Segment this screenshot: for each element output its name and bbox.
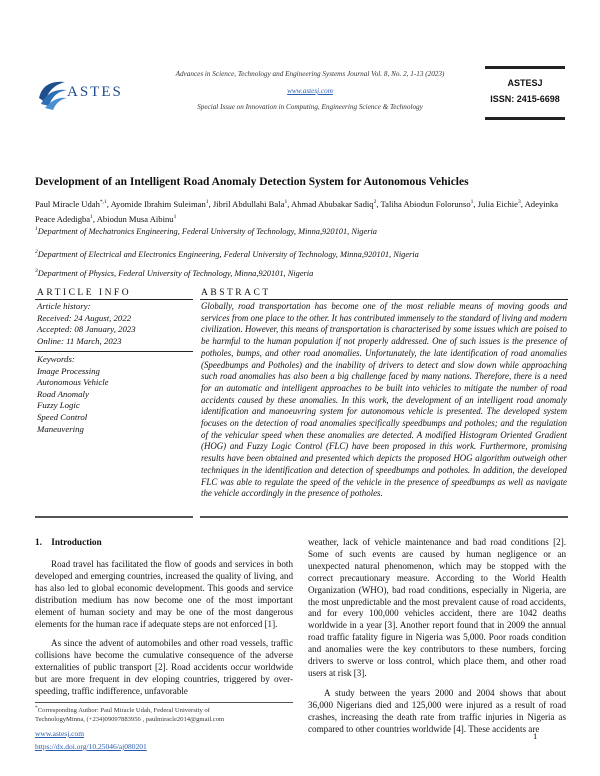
paragraph: Road travel has facilitated the flow of goods and services in both developed and emerging countries, increased the quality of living, and has also led to global economic development. This goods and service distribution medium has now become one of the most important element of human society and may be one of the most dangerous elements for the human race if adequate steps are not enforced [1]. — [35, 559, 293, 629]
keywords — [37, 354, 109, 435]
keyword: Speed Control — [37, 411, 88, 422]
affiliation-2: $^2$Department of Electrical and Electronics Engineering, Federal University of Technology, Minna,920101, Nigeria — [35, 249, 419, 259]
author-sup: 1 — [284, 199, 288, 205]
issn: ISSN: 2415-6698 — [490, 94, 560, 104]
author: Adeyinka Peace Adedigba — [35, 198, 559, 224]
author: Abiodun Musa Aibinu — [96, 213, 174, 224]
author: Taliha Abiodun Folorunso — [380, 198, 471, 209]
section-heading: 1. Introduction — [35, 538, 102, 548]
accepted-date: Accepted: 08 January, 2023 — [37, 324, 136, 335]
logo-text: ASTES — [67, 84, 123, 100]
online-date: Online: 11 March, 2023 — [37, 335, 122, 346]
brand-top-rule — [485, 66, 565, 69]
divider — [35, 299, 193, 300]
page-number: 1 — [533, 731, 538, 741]
author: Ahmad Abubakar Sadiq — [291, 198, 374, 209]
astes-logo — [35, 72, 123, 112]
paper-title: Development of an Intelligent Road Anomaly Detection System for Autonomous Vehicles — [35, 176, 469, 188]
author-sup: *,1 — [99, 199, 107, 205]
article-history — [37, 301, 136, 347]
keywords-label: Keywords: — [37, 354, 75, 364]
abstract-heading: ABSTRACT — [201, 288, 271, 298]
right-column — [308, 537, 566, 736]
author: Paul Miracle Udah — [35, 198, 100, 209]
author-list: Paul Miracle Udah$^{*,1}$, Ayomide Ibrahim Suleiman$^1$, Jibril Abdullahi Bala$^1$, Ahmad Abubakar Sadiq$^2$, Taliha Abiodun Folorunso$^1$, Julia Eichie$^3$, Adeyinka Peace Adedigba$^1$, Abiodun Musa Aibinu$^1$ — [35, 198, 559, 224]
author-sup: 1 — [90, 213, 93, 220]
author-sup: 1 — [173, 213, 177, 220]
author-sup: 1 — [470, 199, 474, 205]
paragraph: As since the advent of automobiles and other road vessels, traffic collisions have become the cumulative consequence of the adverse externalities of public transport [2]. Road accidents occur worldwide but are more frequent in dev eloping countries, triggered by over-speeding, traffic indifference, unfavorable — [35, 638, 293, 697]
journal-website-link[interactable]: www.astesj.com — [287, 87, 333, 95]
paragraph: weather, lack of vehicle maintenance and bad road conditions [2]. Some of such events are caused by human negligence or an unexpected natural phenomenon, which may be stopped with the correct precautionary measure. According to the World Health Organization (WHO), bad road conditions, especially in Nigeria, are the most unpredictable and the most prevalent cause of road accidents, and for every 100,000 vehicles accident, there are 1042 deaths worldwide in a year [3]. Another report found that in 2009 the annual road traffic fatality figure in Nigeria was 5,000. Poor roads condition and anomalies were the key contributors to these numbers, forcing drivers to swerve or loss control, which place them, and other road users at risk [3]. — [308, 537, 566, 678]
author-sup: 1 — [205, 199, 209, 205]
author-sup: 2 — [373, 199, 377, 205]
abstract-text: Globally, road transportation has become one of the most reliable means of moving goods and services from one place to the other. It has contributed immensely to the standard of living and modern civilization. However, this means of transportation is characterised by some issues which are poised to be harmful to the human population if not properly addressed. One of such issues is the presence of potholes, bumps, and other road anomalies. Unfortunately, the late identification of road anomalies (Speedbumps and Potholes) and the inability of drivers to detect and slow down while approaching such road anomalies has also been a big challenge faced by many nations. Therefore, there is a need for an automatic and intelligent approaches to be built into vehicles to mitigate the number of road accidents caused by these anomalies. In this work, the development of an intelligent road anomaly identification and manoeuvring system for autonomous vehicle is presented. The developed system focuses on the detection of road anomalies specifically speedbumps and potholes; and the regulation of the vehicular speed when these anomalies are detected. A modified Histogram Oriented Gradient (HOG) and Fuzzy Logic Control (FLC) have been proposed in this work. Furthermore, promising results have been obtained and presented which depicts the proposed HOG algorithm outweigh other techniques in the identification and detection of speedbumps and potholes. In addition, the developed FLC was able to regulate the speed of the vehicle in the presence of speedbumps as well as navigate the vehicle accordingly in the presence of potholes. — [201, 301, 567, 499]
author: Ayomide Ibrahim Suleiman — [110, 198, 206, 209]
received-date: Received: 24 August, 2022 — [37, 312, 132, 323]
article-info-heading: ARTICLE INFO — [37, 288, 132, 298]
author: Julia Eichie — [477, 198, 519, 209]
keyword: Autonomous Vehicle — [37, 377, 109, 388]
divider — [200, 299, 568, 300]
footnote-rule — [35, 702, 293, 703]
footer-website-link[interactable]: www.astesj.com — [35, 729, 85, 738]
brand-bottom-rule — [485, 117, 565, 120]
paragraph: A study between the years 2000 and 2004 shows that about 36,000 Nigerians died and 125,000 were injured as a result of road crashes, increasing the death rate from traffic injuries in Nigeria as compared to other countries worldwide [4]. These accidents are — [308, 687, 566, 734]
author: Jibril Abdullahi Bala — [212, 198, 285, 209]
journal-name: Advances in Science, Technology and Engineering Systems Journal Vol. 8, No. 2, 1-13 (2023) — [175, 70, 445, 78]
doi-link[interactable]: https://dx.doi.org/10.25046/aj080201 — [35, 742, 147, 751]
brand-name: ASTESJ — [507, 78, 543, 88]
keyword: Fuzzy Logic — [37, 400, 80, 411]
affiliation-1: $^1$Department of Mechatronics Engineering, Federal University of Technology, Minna,920101, Nigeria — [35, 226, 377, 236]
corresponding-author-footnote: *Corresponding Author: Paul Miracle Udah, Federal University of TechnologyMinna, (+234)09097883956 , paulmiracle2014@gmail.com — [35, 705, 225, 724]
left-column — [35, 559, 293, 698]
divider — [35, 351, 193, 352]
divider — [35, 516, 193, 518]
affiliation-3: $^3$Department of Physics, Federal University of Technology, Minna,920101, Nigeria — [35, 268, 314, 278]
keyword: Image Processing — [37, 365, 100, 376]
author-sup: 3 — [518, 199, 521, 205]
keyword: Maneuvering — [37, 423, 84, 434]
special-issue: Special Issue on Innovation in Computing, Engineering Science & Technology — [197, 103, 423, 111]
history-label: Article history: — [37, 301, 91, 311]
divider — [200, 516, 568, 518]
keyword: Road Anomaly — [37, 388, 89, 399]
